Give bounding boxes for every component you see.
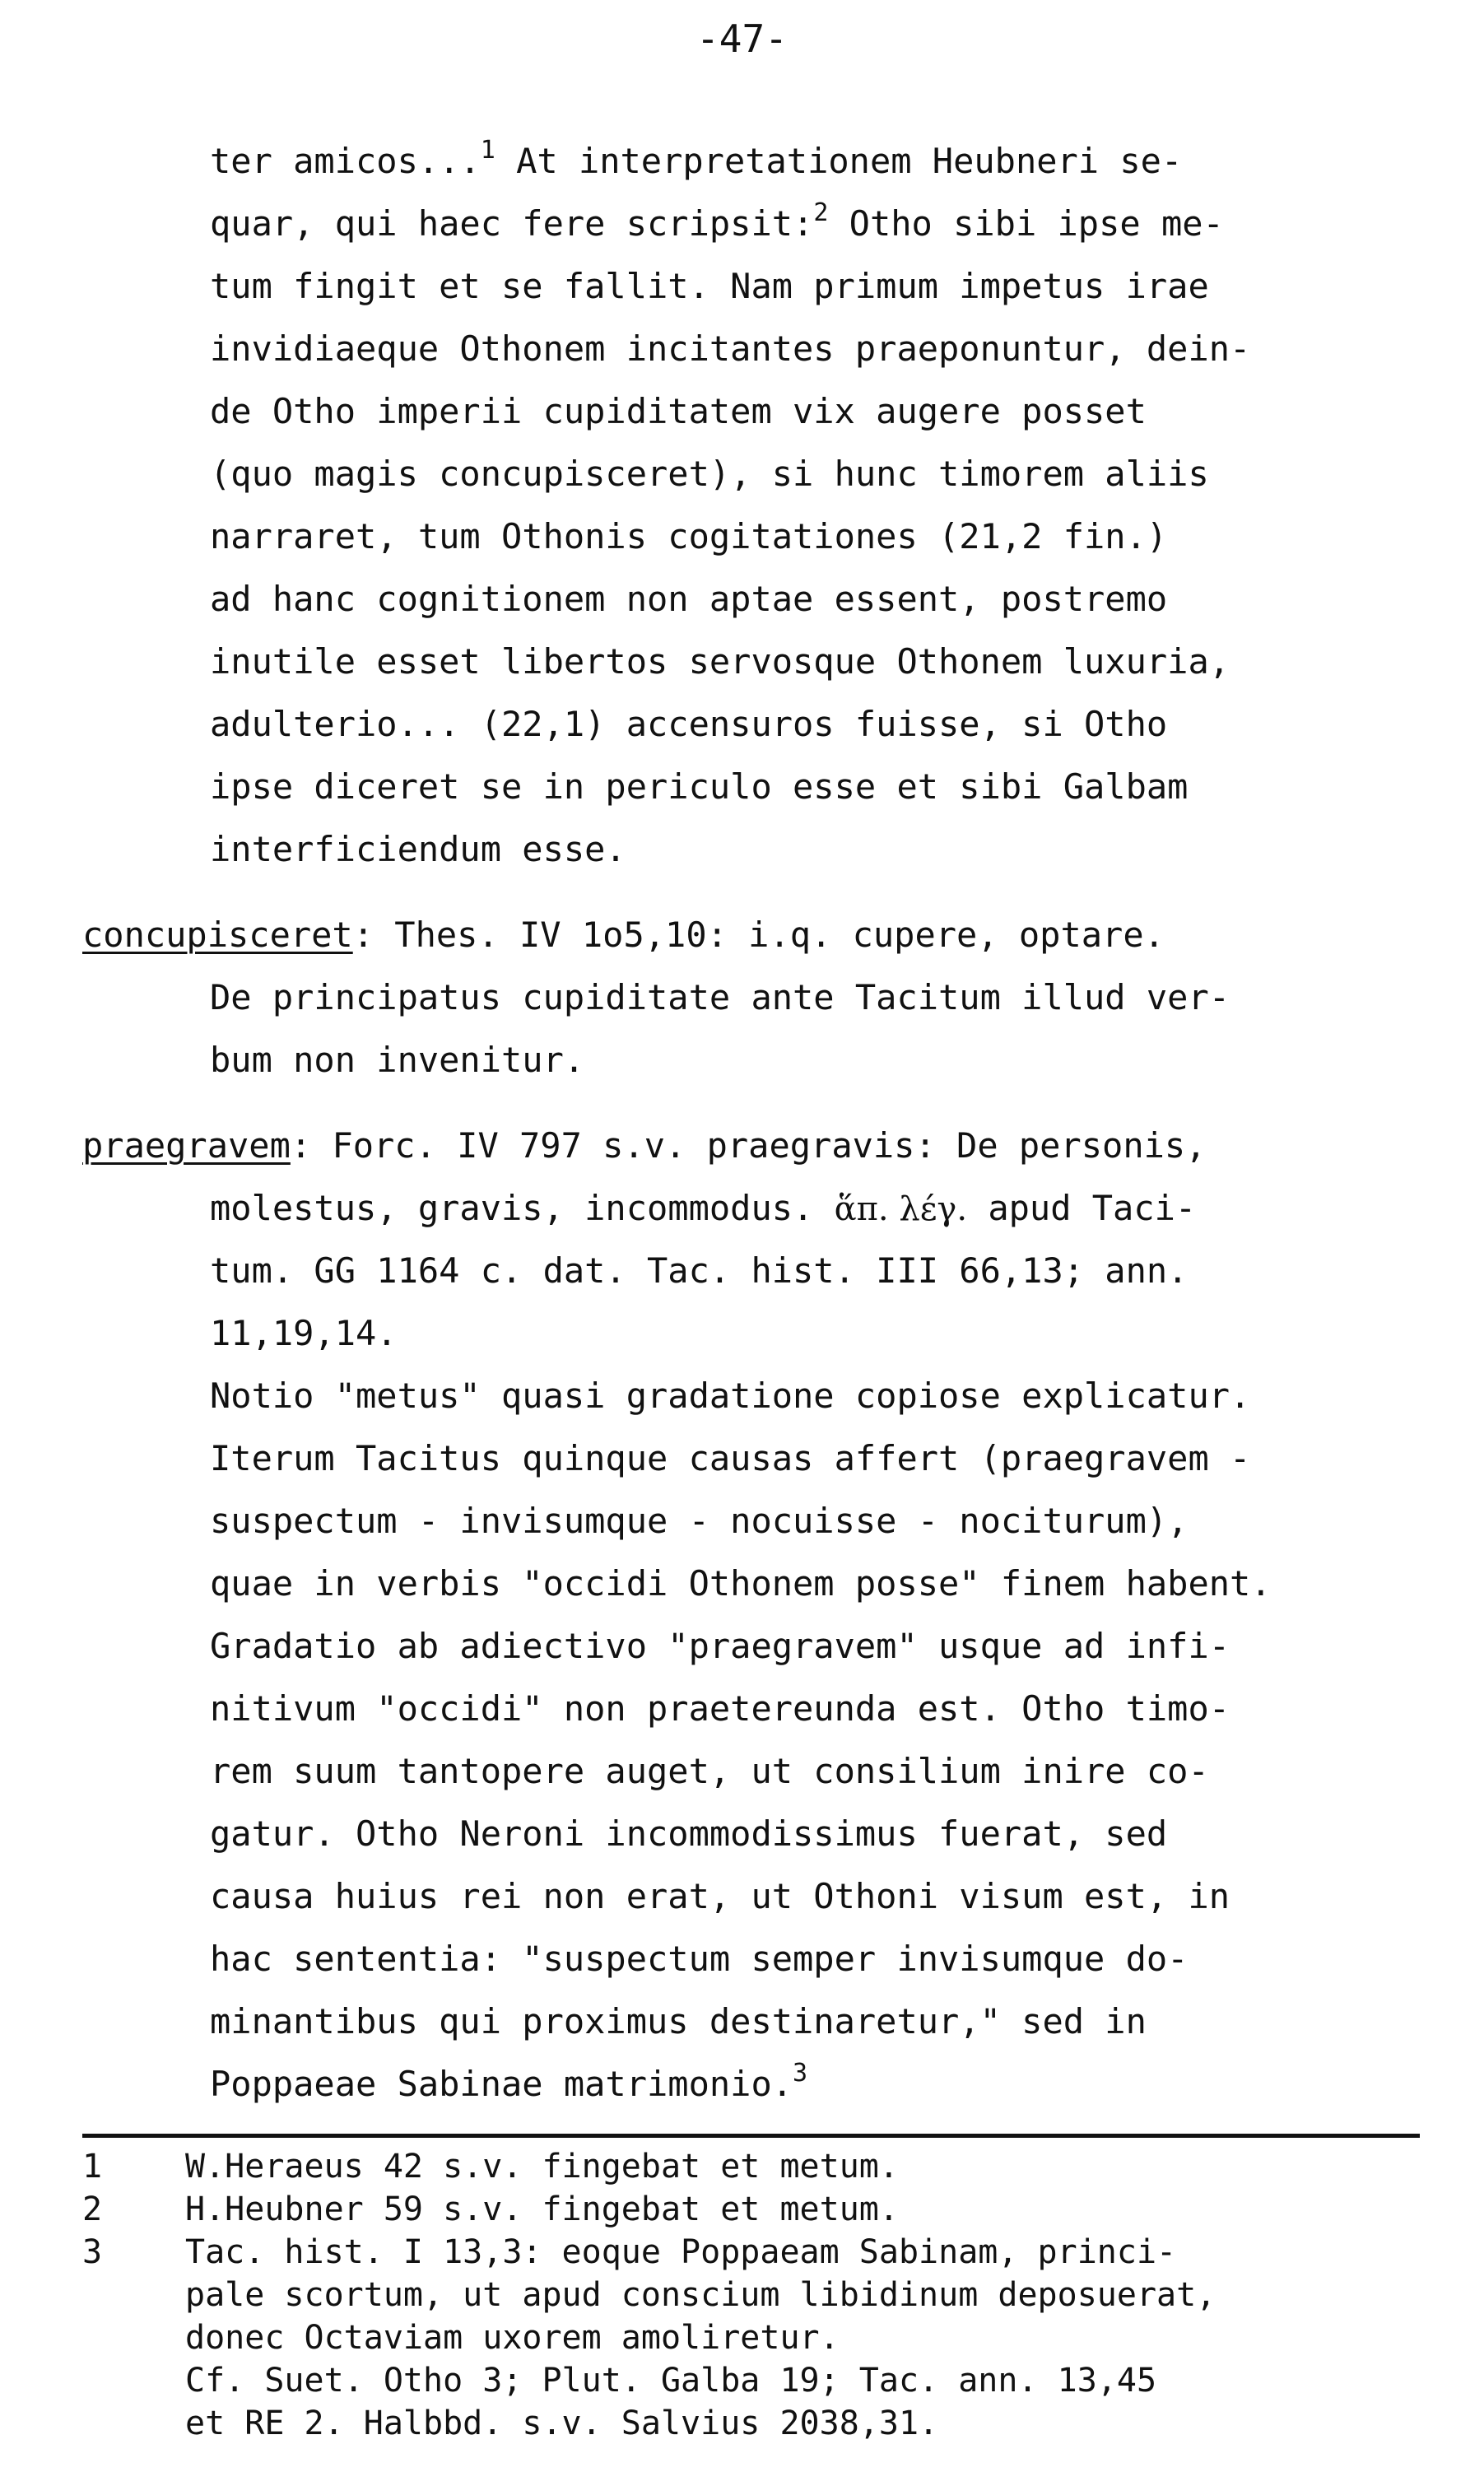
footnote-ref[interactable]: 2 (813, 198, 829, 227)
text-line: de Otho imperii cupiditatem vix augere posset (210, 391, 1147, 431)
text-line: De principatus cupiditate ante Tacitum illud ver- (210, 977, 1230, 1017)
footnote-line: W.Heraeus 42 s.v. fingebat et metum. (185, 2148, 899, 2186)
text-line: causa huius rei non erat, ut Othoni visum est, in (210, 1876, 1230, 1916)
text-line: adulterio... (22,1) accensuros fuisse, si Otho (210, 704, 1168, 744)
footnote-line: et RE 2. Halbbd. s.v. Salvius 2038,31. (185, 2404, 939, 2442)
text-line: narraret, tum Othonis cogitationes (21,2 fin.) (210, 516, 1168, 556)
entry-concupisceret: concupisceret: Thes. IV 1o5,10: i.q. cupere, optare. (82, 915, 1165, 955)
text-line: ipse diceret se in periculo esse et sibi Galbam (210, 766, 1189, 807)
footnote-rule (82, 2134, 1420, 2138)
text-line: gatur. Otho Neroni incommodissimus fuerat, sed (210, 1813, 1168, 1854)
footnote-line: Tac. hist. I 13,3: eoque Poppaeam Sabinam, princi- (185, 2233, 1177, 2271)
text-line: inutile esset libertos servosque Othonem luxuria, (210, 641, 1230, 682)
text-line: quar, qui haec fere scripsit:$^2$ Otho sibi ipse me- (210, 198, 1224, 244)
text-line: suspectum - invisumque - nocuisse - nociturum), (210, 1501, 1189, 1541)
text-line: ad hanc cognitionem non aptae essent, postremo (210, 579, 1168, 619)
text-line: ter amicos...$^1$ At interpretationem Heubneri se- (210, 136, 1183, 181)
text-line: Notio "metus" quasi gradatione copiose explicatur. (210, 1376, 1251, 1416)
text-line: quae in verbis "occidi Othonem posse" finem habent. (210, 1563, 1272, 1604)
text-line: (quo magis concupisceret), si hunc timorem aliis (210, 454, 1209, 494)
text-line: interficiendum esse. (210, 829, 626, 869)
text-line: bum non invenitur. (210, 1040, 585, 1080)
footnote-line: H.Heubner 59 s.v. fingebat et metum. (185, 2190, 899, 2228)
page-number: -47- (696, 16, 788, 61)
text-line: rem suum tantopere auget, ut consilium inire co- (210, 1751, 1209, 1791)
text-line: invidiaeque Othonem incitantes praeponuntur, dein- (210, 328, 1251, 369)
footnote-number: 1 (82, 2148, 103, 2186)
text-line: Iterum Tacitus quinque causas affert (praegravem - (210, 1438, 1251, 1478)
text-line: minantibus qui proximus destinaretur," sed in (210, 2001, 1147, 2041)
footnote-number: 3 (82, 2233, 103, 2271)
footnote-number: 2 (82, 2190, 103, 2228)
footnote-ref[interactable]: 1 (480, 136, 495, 165)
greek-abbreviation: ἅπ. λέγ. (834, 1190, 968, 1228)
footnote-ref[interactable]: 3 (793, 2059, 808, 2088)
footnote-line: Cf. Suet. Otho 3; Plut. Galba 19; Tac. ann. 13,45 (185, 2362, 1157, 2400)
text-line: hac sententia: "suspectum semper invisumque do- (210, 1939, 1189, 1979)
footnote-line: donec Octaviam uxorem amoliretur. (185, 2319, 840, 2357)
entry-praegravem: praegravem: Forc. IV 797 s.v. praegravis: De personis, (82, 1125, 1207, 1166)
text-line: Poppaeae Sabinae matrimonio.$^3$ (210, 2059, 808, 2104)
footnote-line: pale scortum, ut apud conscium libidinum deposuerat, (185, 2276, 1217, 2314)
text-line: molestus, gravis, incommodus. ἅπ. λέγ. apud Taci- (210, 1188, 1197, 1228)
text-line: 11,19,14. (210, 1313, 398, 1353)
text-line: tum. GG 1164 c. dat. Tac. hist. III 66,13; ann. (210, 1250, 1189, 1291)
text-line: tum fingit et se fallit. Nam primum impetus irae (210, 266, 1209, 306)
text-line: Gradatio ab adiectivo "praegravem" usque ad infi- (210, 1626, 1230, 1666)
text-line: nitivum "occidi" non praetereunda est. Otho timo- (210, 1688, 1230, 1729)
lemma-praegravem: praegravem (82, 1125, 291, 1166)
lemma-concupisceret: concupisceret (82, 915, 353, 955)
